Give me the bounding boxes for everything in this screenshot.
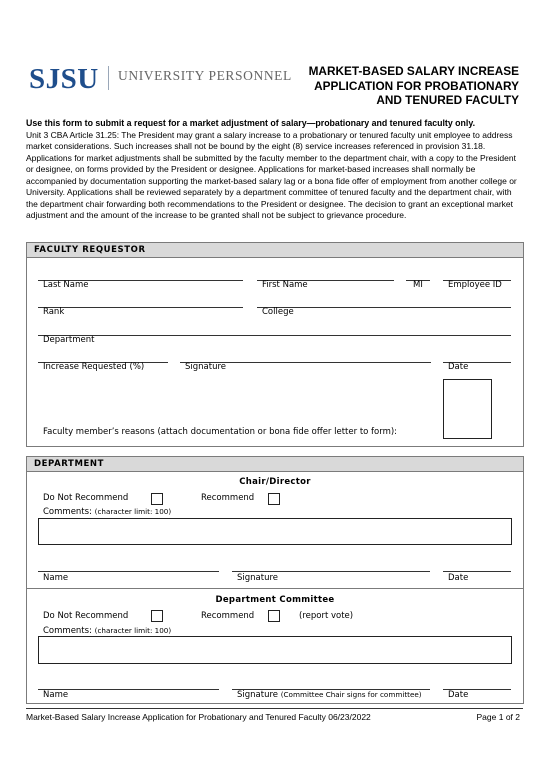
chair-name-field[interactable] [38,571,219,572]
first-name-label: First Name [262,280,308,290]
chair-date-label: Date [448,573,469,583]
department-field[interactable] [38,335,511,336]
faculty-section-header: FACULTY REQUESTOR [27,243,523,258]
date-label: Date [448,362,469,372]
mi-label: MI [413,280,423,290]
footer-form-name: Market-Based Salary Increase Application for Probationary and Tenured Faculty 06/23/2022 [26,712,371,722]
sjsu-logo: SJSU [29,63,99,95]
form-title-line-3: AND TENURED FACULTY [376,93,519,107]
signature-label: Signature [185,362,227,372]
committee-do-not-recommend-label: Do Not Recommend [43,611,129,621]
form-title-line-1: MARKET-BASED SALARY INCREASE [308,64,519,78]
employee-id-label: Employee ID [448,280,502,290]
reasons-label: Faculty member’s reasons (attach documentation or bona fide offer letter to form): [43,427,398,437]
committee-comments-label [43,626,171,636]
chair-comments-text: Comments: [43,507,92,517]
college-field[interactable] [257,307,511,308]
committee-date-label: Date [448,690,469,700]
faculty-requestor-section [26,242,524,447]
form-title-line-2: APPLICATION FOR PROBATIONARY [314,78,519,93]
committee-recommend-checkbox[interactable] [268,610,280,622]
intro-text [26,118,525,222]
footer-divider [26,708,523,709]
college-label: College [262,307,294,317]
intro-body: Unit 3 CBA Article 31.25: The President may grant a salary increase to a probationary or tenured faculty unit employee to address market considerations. Such increases shall not be bound by the eight (8) service increases referenced in provision 31.18. Applications for market adjustments shall be submitted by the faculty member to the department chair, with a copy to the President or designee, on forms provided by the President or designee. Applications for market-based increases shall normally be accompanied by documentation supporting the market-based salary lag or a bona fide offer of employment from another college or University. Applications shall be reviewed separately by a department committee of tenured faculty and the department chair, with the department chair forwarding both recommendations to the President or designee. The decision to grant an exceptional market adjustment and the amount of the increase to be granted shall not be subject to grievance procedure. [26,129,517,220]
unit-name: UNIVERSITY PERSONNEL [118,68,292,83]
report-vote-label: (report vote) [299,611,354,621]
committee-recommend-label: Recommend [201,611,255,621]
form-title [309,64,519,108]
chair-date-field[interactable] [443,571,511,572]
department-section-header: DEPARTMENT [27,457,523,472]
section-divider [27,588,523,589]
department-label: Department [43,335,95,345]
intro-lead: Use this form to submit a request for a market adjustment of salary—probationary and tenured faculty only. [26,118,476,128]
committee-name-label: Name [43,690,69,700]
footer-page-number: Page 1 of 2 [476,712,520,722]
chair-signature-field[interactable] [232,571,430,572]
committee-comments-text: Comments: [43,626,92,636]
committee-do-not-recommend-checkbox[interactable] [151,610,163,622]
committee-comments-field[interactable] [38,636,512,664]
chair-comments-field[interactable] [38,518,512,545]
rank-label: Rank [43,307,65,317]
chair-signature-label: Signature [237,573,279,583]
chair-do-not-recommend-checkbox[interactable] [151,493,163,505]
chair-title: Chair/Director [239,477,311,487]
logo-divider [108,66,109,90]
department-section [26,456,524,704]
chair-do-not-recommend-label: Do Not Recommend [43,493,129,503]
committee-signature-note: (Committee Chair signs for committee) [280,690,422,699]
rank-field[interactable] [38,307,243,308]
chair-recommend-checkbox[interactable] [268,493,280,505]
committee-title: Department Committee [215,595,335,605]
committee-comments-limit: (character limit: 100) [94,626,172,635]
committee-signature-label [237,690,422,700]
chair-recommend-label: Recommend [201,493,255,503]
chair-comments-label [43,507,171,517]
last-name-label: Last Name [43,280,89,290]
date-box[interactable] [443,379,492,439]
chair-comments-limit: (character limit: 100) [94,507,172,516]
increase-label: Increase Requested (%) [43,362,145,372]
committee-signature-text: Signature [237,690,279,700]
chair-name-label: Name [43,573,69,583]
